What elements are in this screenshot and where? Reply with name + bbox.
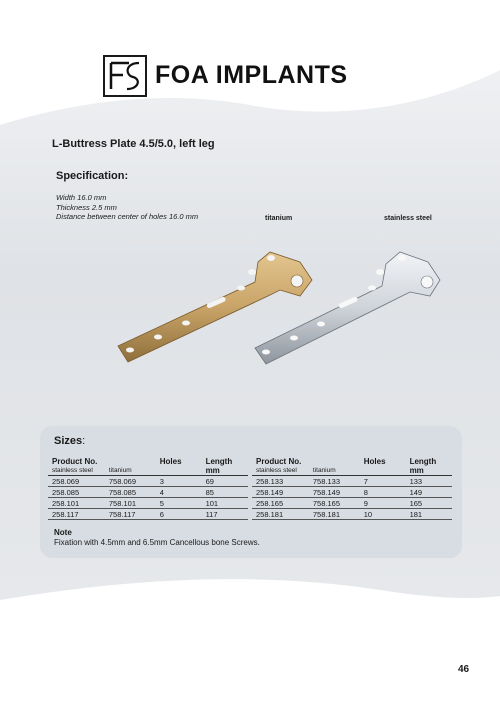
holes-value: 7 — [360, 476, 406, 487]
stainless-steel-label: stainless steel — [384, 215, 432, 222]
specification-heading: Specification: — [56, 170, 129, 182]
sizes-panel — [40, 426, 462, 558]
holes-header: Holes — [159, 457, 182, 466]
ti-code: 758.181 — [309, 509, 360, 520]
stainless-steel-subheader: stainless steel — [48, 466, 105, 476]
holes-value: 6 — [156, 509, 202, 520]
holes-value: 9 — [360, 498, 406, 509]
holes-header: Holes — [363, 457, 386, 466]
spec-item-thickness: Thickness 2.5 mm — [56, 202, 117, 212]
length-header: Length — [409, 457, 437, 466]
ss-code: 258.085 — [48, 487, 105, 498]
length-value: 165 — [406, 498, 452, 509]
length-value: 181 — [406, 509, 452, 520]
stainless-steel-subheader: stainless steel — [252, 466, 309, 476]
sizes-heading: Sizes: — [54, 435, 86, 447]
ti-code: 758.149 — [309, 487, 360, 498]
holes-value: 8 — [360, 487, 406, 498]
length-value: 149 — [406, 487, 452, 498]
brand-logo — [103, 53, 348, 98]
titanium-subheader: titanium — [105, 466, 156, 476]
ti-code: 758.133 — [309, 476, 360, 487]
titanium-subheader: titanium — [309, 466, 360, 476]
product-no-header: Product No. — [52, 457, 98, 466]
length-value: 69 — [202, 476, 248, 487]
length-value: 85 — [202, 487, 248, 498]
table-row — [252, 498, 452, 509]
page-number: 46 — [458, 664, 470, 675]
holes-value: 5 — [156, 498, 202, 509]
table-row — [252, 476, 452, 487]
titanium-label: titanium — [265, 215, 293, 222]
ti-code: 758.085 — [105, 487, 156, 498]
ti-code: 758.069 — [105, 476, 156, 487]
note-heading: Note — [54, 528, 72, 537]
table-row — [48, 509, 248, 520]
ti-code: 758.165 — [309, 498, 360, 509]
table-row — [48, 487, 248, 498]
holes-value: 3 — [156, 476, 202, 487]
ss-code: 258.101 — [48, 498, 105, 509]
length-value: 101 — [202, 498, 248, 509]
spec-item-hole-distance: Distance between center of holes 16.0 mm — [56, 212, 199, 221]
ss-code: 258.181 — [252, 509, 309, 520]
logo-mark-icon — [103, 55, 147, 97]
length-unit: mm — [202, 466, 248, 476]
ti-code: 758.117 — [105, 509, 156, 520]
length-value: 117 — [202, 509, 248, 520]
sizes-table-left — [48, 456, 248, 520]
sizes-table-right — [252, 456, 452, 520]
spec-item-width: Width 16.0 mm — [56, 193, 107, 202]
product-no-header: Product No. — [256, 457, 302, 466]
ss-code: 258.117 — [48, 509, 105, 520]
product-title: L-Buttress Plate 4.5/5.0, left leg — [52, 138, 215, 150]
table-row — [252, 509, 452, 520]
length-unit: mm — [406, 466, 452, 476]
holes-value: 10 — [360, 509, 406, 520]
ss-code: 258.069 — [48, 476, 105, 487]
ss-code: 258.133 — [252, 476, 309, 487]
table-row — [252, 487, 452, 498]
holes-value: 4 — [156, 487, 202, 498]
plate-images — [0, 230, 500, 380]
table-row — [48, 498, 248, 509]
brand-name: FOA IMPLANTS — [155, 61, 348, 89]
footer-wave — [0, 560, 500, 640]
ss-code: 258.149 — [252, 487, 309, 498]
ss-code: 258.165 — [252, 498, 309, 509]
table-row — [48, 476, 248, 487]
length-header: Length — [205, 457, 233, 466]
ti-code: 758.101 — [105, 498, 156, 509]
specification-list — [56, 193, 198, 222]
note-text: Fixation with 4.5mm and 6.5mm Cancellous bone Screws. — [54, 538, 260, 547]
length-value: 133 — [406, 476, 452, 487]
